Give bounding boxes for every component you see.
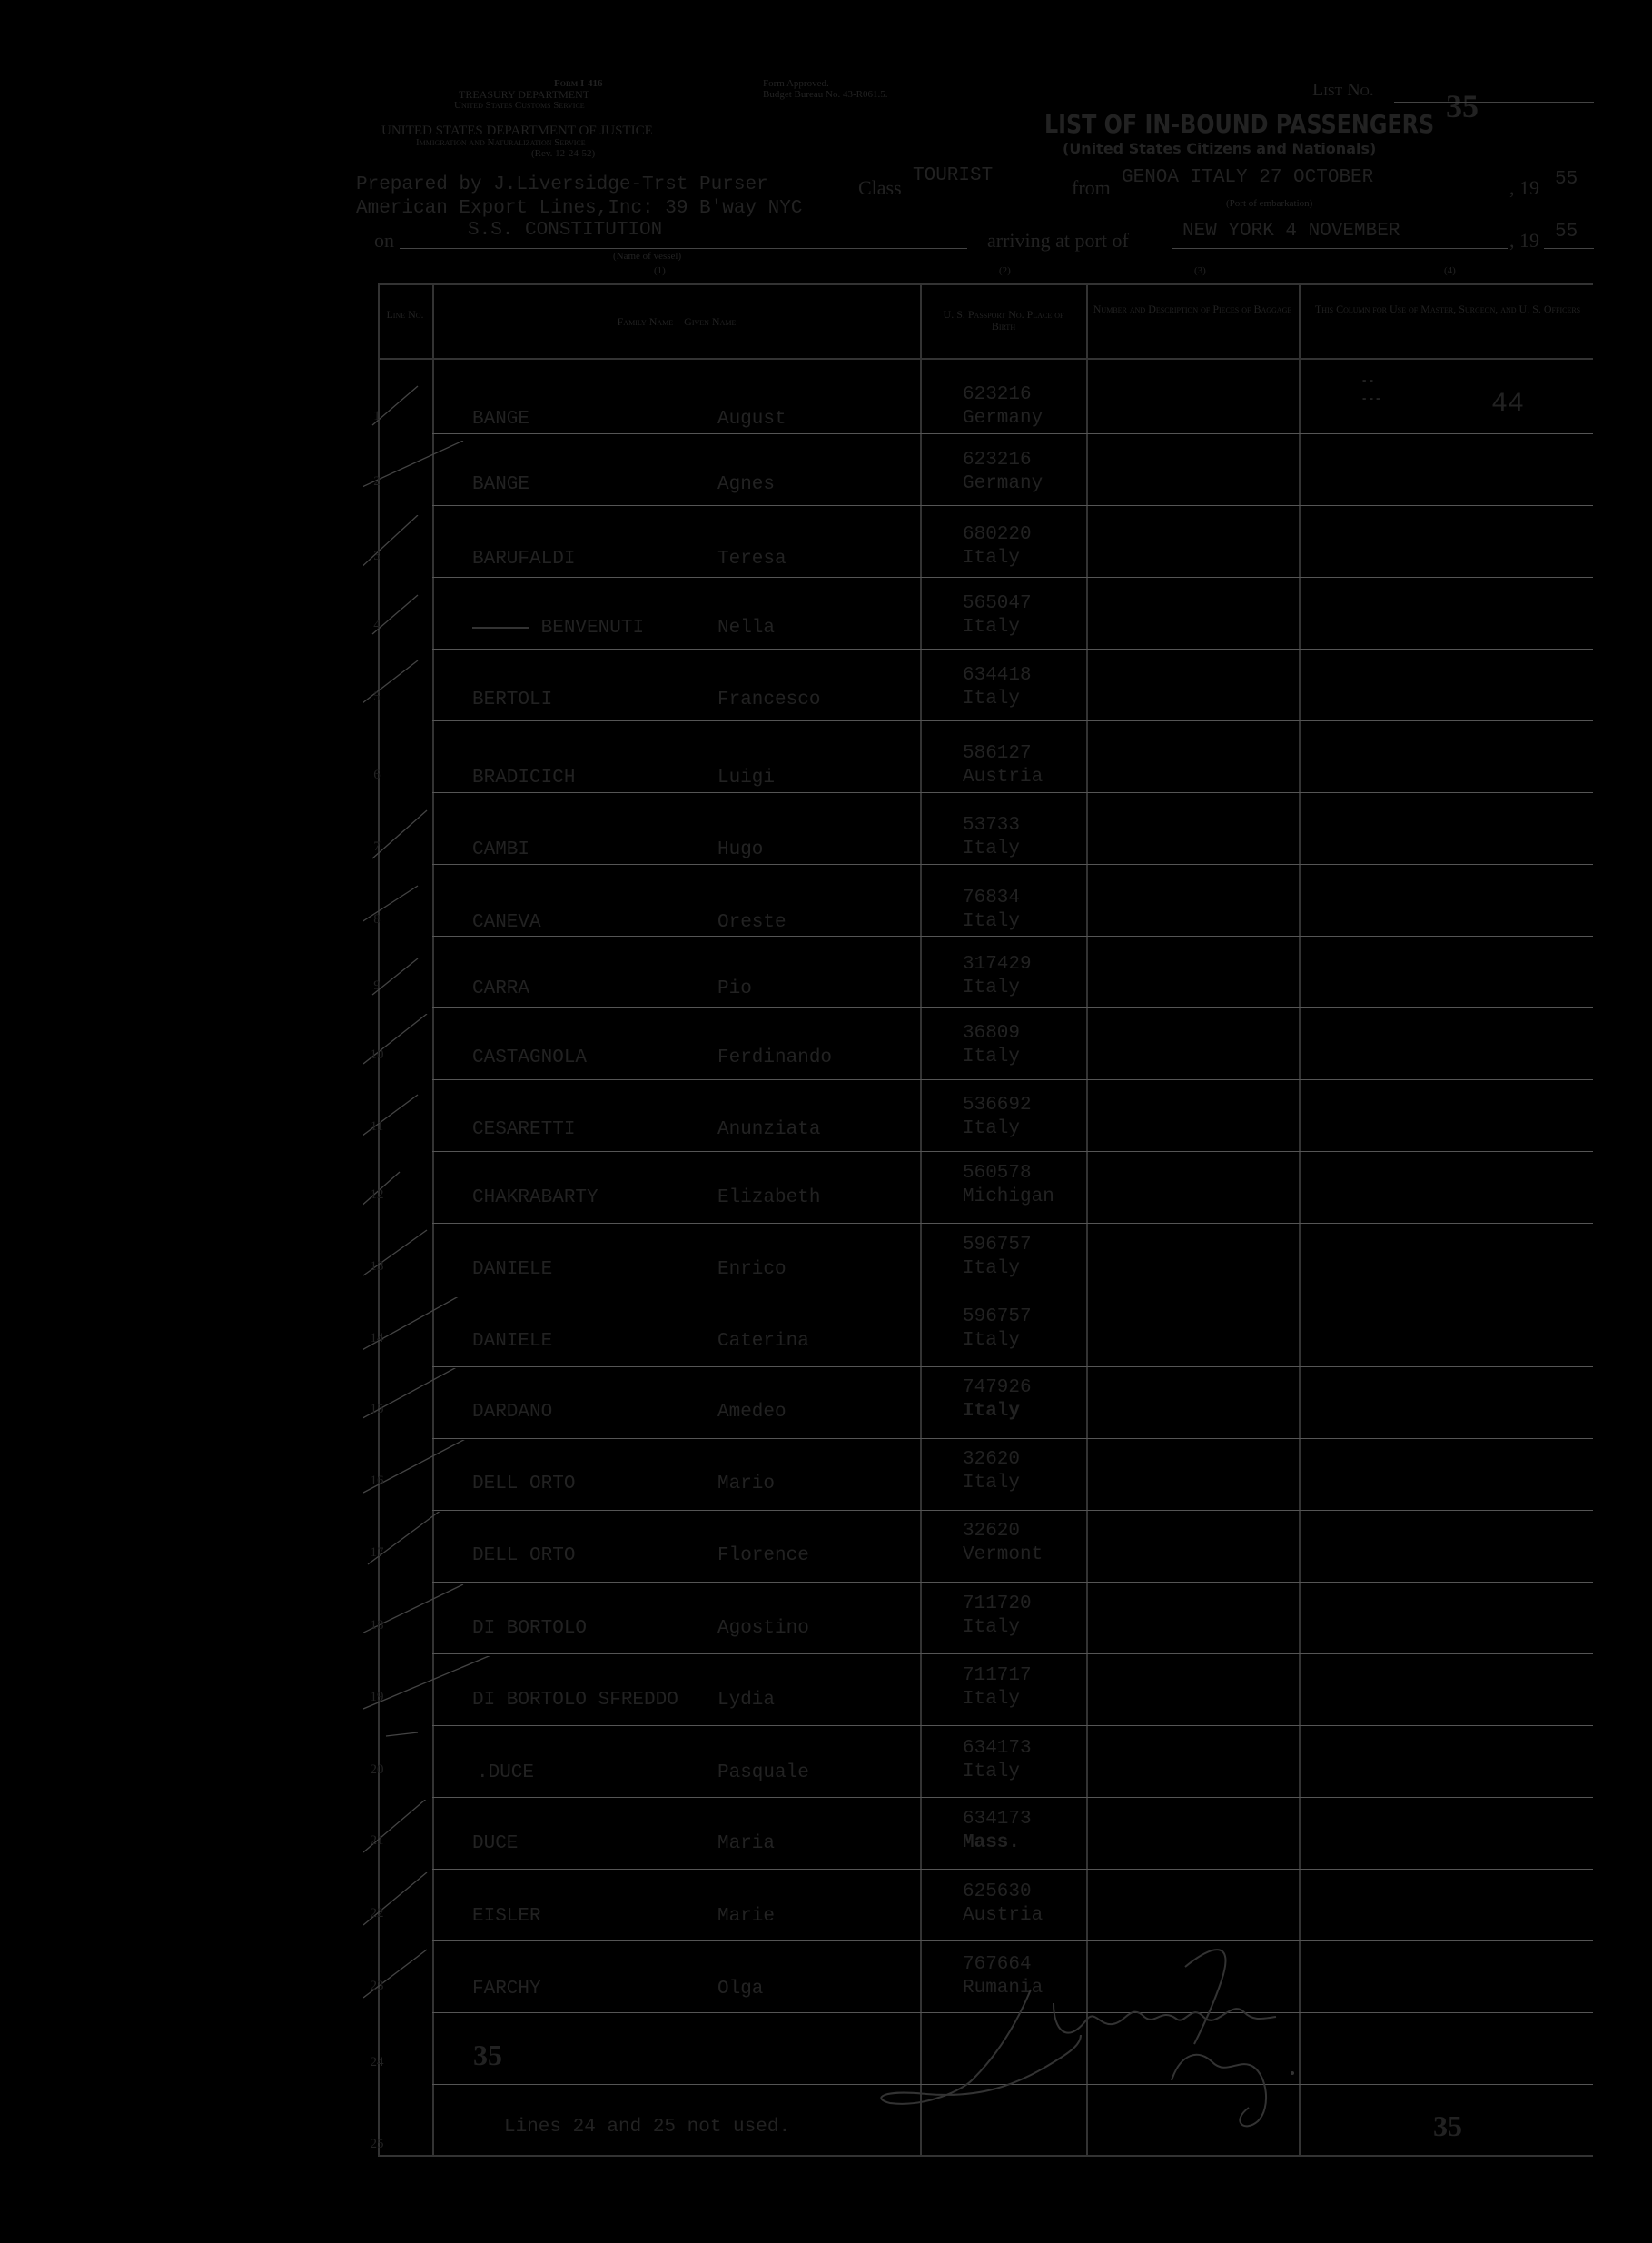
table-row (372, 1859, 1594, 1930)
row-given-name: Anunziata (717, 1119, 821, 1140)
row-line-number: 2 (373, 474, 381, 489)
row-family-name: DI BORTOLO SFREDDO (472, 1690, 678, 1711)
table-row (372, 362, 1594, 433)
row-line-number: 1 (373, 409, 381, 423)
total-count-right: 35 (1433, 2109, 1462, 2142)
table-row (372, 571, 1594, 642)
row-passport-cell (963, 1022, 1020, 1069)
row-passport-cell (963, 592, 1032, 640)
row-passport-cell (963, 1234, 1032, 1281)
row-family-name: CESARETTI (472, 1119, 576, 1140)
col-number-3: (3) (1194, 265, 1206, 276)
row-passport-number: 634418 (963, 665, 1032, 686)
table-row (372, 1284, 1594, 1355)
table-row (372, 792, 1594, 864)
row-place-of-birth: Vermont (963, 1544, 1044, 1565)
row-place-of-birth: Italy (963, 978, 1021, 998)
row-passport-number: 623216 (963, 450, 1032, 471)
row-given-name: Olga (717, 1979, 764, 2000)
row-place-of-birth: Italy (963, 1047, 1021, 1067)
row-passport-number: 634173 (963, 1809, 1032, 1830)
row-given-name: August (717, 409, 786, 430)
row-passport-number: 565047 (963, 593, 1032, 614)
arrival-year-prefix: , 19 (1509, 229, 1539, 252)
document-subtitle: (United States Citizens and Nationals) (1063, 140, 1377, 157)
justice-label: UNITED STATES DEPARTMENT OF JUSTICE (381, 124, 653, 138)
row-line-number: 11 (370, 1119, 384, 1134)
row-given-name: Lydia (717, 1690, 776, 1711)
table-row (372, 642, 1594, 714)
vessel-underline (400, 248, 967, 249)
row-line-number: 24 (370, 2055, 384, 2069)
header-name: Family Name—Given Name (617, 315, 737, 328)
row-family-name: DI BORTOLO (472, 1618, 588, 1639)
row-place-of-birth: Italy (963, 1258, 1021, 1279)
row-place-of-birth: Italy (963, 548, 1021, 569)
row-line-number: 18 (370, 1618, 384, 1633)
row-place-of-birth: Italy (963, 839, 1021, 859)
row-place-of-birth: Italy (963, 617, 1021, 638)
from-value: GENOA ITALY 27 OCTOBER (1122, 167, 1374, 188)
row-passport-cell (963, 1305, 1032, 1353)
row-family-name: EISLER (472, 1906, 541, 1927)
row-place-of-birth: Germany (963, 473, 1044, 494)
inspector-signature (872, 1935, 1417, 2144)
customs-label: United States Customs Service (454, 100, 585, 111)
lines-not-used-note: Lines 24 and 25 not used. (504, 2117, 791, 2138)
row-passport-cell (963, 1808, 1032, 1855)
struck-out-text (472, 618, 529, 639)
table-row (372, 1786, 1594, 1858)
row-given-name: Oreste (717, 912, 786, 933)
rev-label: (Rev. 12-24-52) (531, 148, 596, 159)
table-row (372, 1426, 1594, 1498)
table-header-rule (378, 358, 1593, 360)
col-number-4: (4) (1444, 265, 1456, 276)
row-passport-number: 623216 (963, 384, 1032, 405)
on-label: on (374, 229, 394, 252)
row-place-of-birth: Italy (963, 689, 1021, 710)
row-given-name: Maria (717, 1833, 776, 1854)
row-passport-number: 596757 (963, 1306, 1032, 1327)
row-line-number: 7 (373, 839, 381, 854)
row-place-of-birth: Italy (963, 1617, 1021, 1638)
approved-label: Form Approved. (763, 78, 829, 89)
col-number-1: (1) (654, 265, 666, 276)
row-line-number: 20 (370, 1762, 384, 1777)
row-line-number: 25 (370, 2137, 384, 2151)
row-passport-number: 747926 (963, 1377, 1032, 1398)
row-line-number: 4 (373, 618, 381, 632)
table-row (372, 1571, 1594, 1643)
row-place-of-birth: Italy (963, 911, 1021, 932)
header-officers: This Column for Use of Master, Surgeon, and U. S. Officers (1314, 303, 1581, 315)
row-place-of-birth: Italy (963, 1330, 1021, 1351)
row-given-name: Mario (717, 1474, 776, 1494)
row-place-of-birth: Italy (963, 1689, 1021, 1710)
punch-hole (291, 1485, 329, 1523)
table-row (372, 720, 1594, 792)
ins-label: Immigration and Naturalization Service (416, 137, 586, 148)
row-line-number: 17 (370, 1545, 384, 1560)
total-count-left: 35 (473, 2039, 502, 2071)
row-passport-cell (963, 1881, 1043, 1928)
row-place-of-birth: Mass. (963, 1832, 1021, 1853)
row-passport-cell (963, 1520, 1043, 1567)
form-number: Form I-416 (554, 78, 603, 89)
row-place-of-birth: Germany (963, 408, 1044, 429)
row-family-name: BANGE (472, 474, 530, 495)
row-line-number: 5 (373, 690, 381, 704)
prepared-by-line2: American Export Lines,Inc: 39 B'way NYC (356, 198, 803, 219)
arrival-underline (1172, 248, 1508, 249)
punch-hole (295, 111, 333, 149)
punch-hole (291, 1613, 329, 1652)
vessel-caption: (Name of vessel) (613, 251, 682, 262)
row-passport-cell (963, 1376, 1032, 1424)
row-passport-number: 536692 (963, 1095, 1032, 1116)
row-place-of-birth: Italy (963, 1118, 1021, 1139)
row-family-name: BRADICICH (472, 768, 576, 789)
row-passport-cell (963, 742, 1043, 789)
row-given-name: Caterina (717, 1331, 809, 1352)
from-year-prefix: , 19 (1509, 176, 1539, 199)
row-passport-cell (963, 1094, 1032, 1141)
punch-hole (267, 1096, 307, 1136)
row-passport-number: 711720 (963, 1593, 1032, 1614)
row-passport-cell (963, 1664, 1032, 1712)
row-passport-cell (963, 383, 1043, 431)
row-given-name: Marie (717, 1906, 776, 1927)
row-given-name: Teresa (717, 549, 786, 570)
document-title: LIST OF IN-BOUND PASSENGERS (1044, 109, 1435, 139)
header-baggage: Number and Description of Pieces of Baggage (1093, 303, 1292, 315)
row-family-name: BERTOLI (472, 690, 553, 710)
officer-tally: 44 (1491, 389, 1525, 420)
row-passport-cell (963, 953, 1032, 1000)
row-passport-number: 32620 (963, 1521, 1021, 1542)
row-place-of-birth: Italy (963, 1473, 1021, 1494)
row-line-number: 9 (373, 978, 381, 993)
row-place-of-birth: Italy (963, 1401, 1021, 1422)
row-family-name: CASTAGNOLA (472, 1047, 588, 1068)
row-line-number: 21 (370, 1833, 384, 1848)
row-passport-cell (963, 887, 1020, 934)
arrival-value: NEW YORK 4 NOVEMBER (1182, 221, 1400, 242)
budget-label: Budget Bureau No. 43-R061.5. (763, 89, 888, 100)
row-family-name: DANIELE (472, 1331, 553, 1352)
row-passport-cell (963, 449, 1043, 496)
row-line-number: 22 (370, 1906, 384, 1920)
row-passport-cell (963, 664, 1032, 711)
row-passport-cell (963, 1162, 1054, 1209)
from-year-suffix: 55 (1555, 169, 1578, 190)
row-line-number: 6 (373, 768, 381, 782)
row-given-name: Elizabeth (717, 1187, 821, 1208)
table-row (372, 1355, 1594, 1426)
arrival-year-underline (1544, 248, 1594, 249)
table-row (372, 501, 1594, 573)
row-line-number: 8 (373, 912, 381, 927)
row-given-name: Nella (717, 618, 776, 639)
arriving-label: arriving at port of (987, 229, 1129, 252)
row-passport-number: 625630 (963, 1881, 1032, 1902)
row-family-name: DELL ORTO (472, 1545, 576, 1566)
table-row (372, 1140, 1594, 1212)
row-given-name: Amedeo (717, 1402, 786, 1423)
row-family-name: CHAKRABARTY (472, 1187, 598, 1208)
row-given-name: Pasquale (717, 1762, 809, 1783)
row-family-name: CAMBI (472, 839, 530, 860)
row-line-number: 23 (370, 1979, 384, 1993)
list-no-underline (1394, 102, 1594, 103)
arrival-year-suffix: 55 (1555, 222, 1578, 243)
punch-hole (291, 2113, 329, 2151)
row-passport-cell (963, 523, 1032, 571)
row-place-of-birth: Austria (963, 1905, 1044, 1926)
row-line-number: 10 (370, 1047, 384, 1062)
row-passport-number: 36809 (963, 1023, 1021, 1044)
row-passport-number: 680220 (963, 524, 1032, 545)
row-family-name: BANGE (472, 409, 530, 430)
row-passport-number: 76834 (963, 888, 1021, 908)
row-given-name: Florence (717, 1545, 809, 1566)
from-label: from (1072, 176, 1111, 199)
row-passport-number: 711717 (963, 1665, 1032, 1686)
row-place-of-birth: Rumania (963, 1978, 1044, 1999)
row-family-name-text: BENVENUTI (540, 618, 645, 639)
table-row (372, 427, 1594, 499)
row-passport-cell (963, 1593, 1032, 1640)
row-place-of-birth: Michigan (963, 1186, 1054, 1207)
row-passport-number: 317429 (963, 954, 1032, 975)
list-no-label: List No. (1312, 80, 1374, 100)
list-no-value: 35 (1446, 88, 1479, 124)
punch-hole (271, 240, 334, 282)
row-passport-cell (963, 1737, 1032, 1784)
row-family-name: DELL ORTO (472, 1474, 576, 1494)
table-row (372, 931, 1594, 1003)
row-family-name: .DUCE (477, 1762, 535, 1783)
row-family-name: DARDANO (472, 1402, 553, 1423)
row-line-number: 12 (370, 1187, 384, 1202)
header-line-no: Line No. (386, 308, 424, 321)
row-given-name: Ferdinando (717, 1047, 833, 1068)
row-family-name: DUCE (472, 1833, 519, 1854)
row-given-name: Agostino (717, 1618, 809, 1639)
row-given-name: Hugo (717, 839, 764, 860)
col-number-2: (2) (999, 265, 1011, 276)
row-family-name: CANEVA (472, 912, 541, 933)
table-top-rule (378, 283, 1593, 285)
row-line-number: 13 (370, 1259, 384, 1274)
row-given-name: Pio (717, 978, 752, 999)
prepared-by-line1: Prepared by J.Liversidge-Trst Purser (356, 174, 768, 195)
punch-hole (291, 1982, 329, 2020)
row-passport-number: 560578 (963, 1163, 1032, 1184)
punch-hole (291, 759, 329, 798)
row-line-number: 3 (373, 549, 381, 563)
row-line-number: 14 (370, 1331, 384, 1345)
row-passport-number: 586127 (963, 743, 1032, 764)
row-line-number: 16 (370, 1474, 384, 1488)
row-family-name: CARRA (472, 978, 530, 999)
row-passport-number: 53733 (963, 815, 1021, 836)
row-passport-number: 634173 (963, 1738, 1032, 1759)
table-row (372, 1072, 1594, 1144)
punch-hole (291, 627, 329, 665)
row-given-name: Luigi (717, 768, 776, 789)
table-row (372, 1715, 1594, 1787)
row-passport-cell (963, 1448, 1020, 1495)
row-passport-number: 596757 (963, 1235, 1032, 1255)
treasury-label: TREASURY DEPARTMENT (459, 88, 590, 101)
class-label: Class (858, 176, 902, 199)
row-given-name: Enrico (717, 1259, 786, 1280)
table-row (372, 1212, 1594, 1284)
row-passport-number: 32620 (963, 1449, 1021, 1470)
row-family-name (472, 618, 644, 639)
row-given-name: Agnes (717, 474, 776, 495)
row-family-name: BARUFALDI (472, 549, 576, 570)
table-row (372, 1498, 1594, 1570)
row-given-name: Francesco (717, 690, 821, 710)
table-row (372, 1000, 1594, 1072)
row-passport-cell (963, 814, 1020, 861)
row-line-number: 15 (370, 1402, 384, 1416)
row-place-of-birth: Italy (963, 1762, 1021, 1782)
row-line-number: 19 (370, 1690, 384, 1704)
officer-column-note: - - - - - (1362, 372, 1380, 404)
row-passport-number: 767664 (963, 1954, 1032, 1975)
table-row (372, 1643, 1594, 1714)
row-place-of-birth: Austria (963, 767, 1044, 788)
row-family-name: FARCHY (472, 1979, 541, 2000)
header-passport: U. S. Passport No. Place of Birth (943, 308, 1064, 332)
row-family-name: DANIELE (472, 1259, 553, 1280)
port-caption: (Port of embarkation) (1226, 198, 1313, 209)
vessel-name: S.S. CONSTITUTION (468, 220, 663, 241)
table-row (372, 865, 1594, 937)
class-value: TOURIST (913, 165, 994, 186)
